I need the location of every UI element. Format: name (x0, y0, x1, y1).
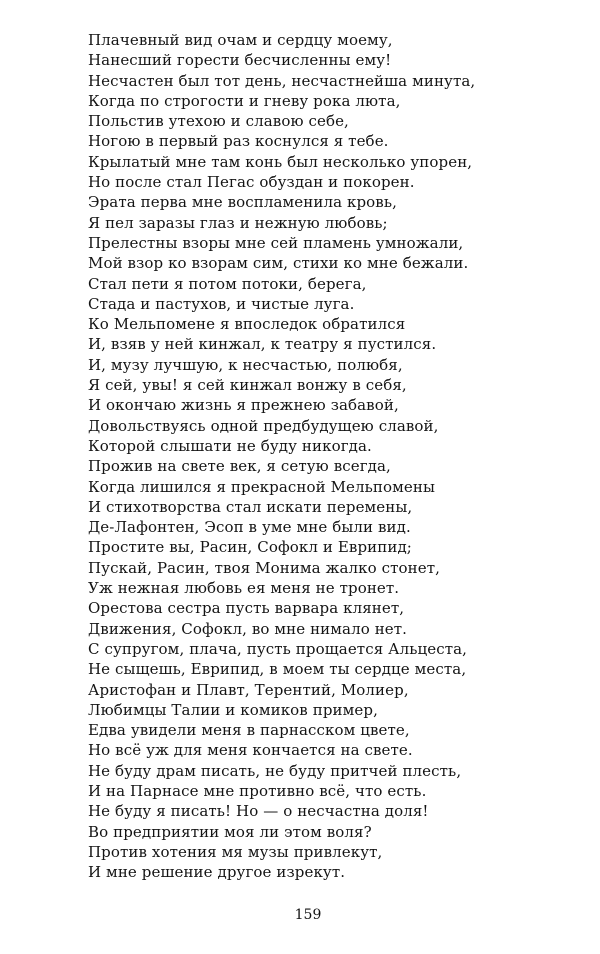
poem-line: Не буду я писать! Но — о несчастна доля! (88, 802, 429, 821)
poem-line: Плачевный вид очам и сердцу моему, (88, 31, 393, 49)
poem-line: Крылатый мне там конь был несколько упорен, (88, 152, 473, 171)
poem-line: Движения, Софокл, во мне нимало нет. (88, 619, 408, 638)
poem-line: И окончаю жизнь я прежнею забавой, (88, 396, 399, 415)
poem-line: Орестова сестра пусть варвара клянет, (88, 599, 405, 618)
poem-line: Эрата перва мне воспламенила кровь, (88, 193, 397, 212)
poem-line: Уж нежная любовь ея меня не тронет. (88, 579, 400, 598)
poem-line: Нанесший горести бесчисленны ему! (88, 51, 392, 70)
poem-line: Я пел заразы глаз и нежную любовь; (88, 213, 388, 232)
poem-line: Когда лишился я прекрасной Мельпомены (88, 477, 436, 496)
poem-line: Против хотения мя музы привлекут, (88, 842, 383, 861)
poem-line: Аристофан и Плавт, Терентий, Молиер, (88, 680, 409, 699)
poem-line: Польстив утехою и славою себе, (88, 112, 349, 131)
poem-line: Не сыщешь, Еврипид, в моем ты сердце места, (88, 660, 467, 679)
poem-line: Ногою в первый раз коснулся я тебе. (88, 132, 389, 151)
poem-line: Прелестны взоры мне сей пламень умножали, (88, 233, 464, 252)
poem-line: Во предприятии моя ли этом воля? (88, 822, 372, 841)
poem-line: Мой взор ко взорам сим, стихи ко мне бежали. (88, 254, 469, 273)
poem-line: Прожив на свете век, я сетую всегда, (88, 457, 391, 476)
poem-line: Едва увидели меня в парнасском цвете, (88, 721, 410, 740)
poem-line: Которой слышати не буду никогда. (88, 436, 372, 455)
poem-line: С супругом, плача, пусть прощается Альцеста, (88, 639, 468, 658)
poem-line: Но всё уж для меня кончается на свете. (88, 741, 413, 760)
poem-line: Не буду драм писать, не буду притчей плесть, (88, 761, 462, 780)
poem-line: Ко Мельпомене я впоследок обратился (88, 315, 406, 334)
poem-line: Стал пети я потом потоки, берега, (88, 274, 367, 293)
poem-line: Пускай, Расин, твоя Монима жалко стонет, (88, 558, 441, 577)
poem-line: Простите вы, Расин, Софокл и Еврипид; (88, 538, 412, 557)
poem-line: Де-Лафонтен, Эсоп в уме мне были вид. (88, 518, 411, 537)
poem-line: Я сей, увы! я сей кинжал вонжу в себя, (88, 376, 407, 395)
poem-line: Стада и пастухов, и чистые луга. (88, 294, 355, 313)
poem-line: И стихотворства стал искати перемены, (88, 497, 413, 516)
poem-line: Когда по строгости и гневу рока люта, (88, 91, 401, 110)
poem-line: Несчастен был тот день, несчастнейша минута, (88, 71, 476, 90)
poem-line: И на Парнасе мне противно всё, что есть. (88, 781, 427, 800)
poem-line: Довольствуясь одной предбудущею славой, (88, 416, 439, 435)
poem-line: И, взяв у ней кинжал, к театру я пустился. (88, 335, 437, 354)
poem-line: И мне решение другое изрекут. (88, 863, 346, 882)
page-number: 159 (294, 907, 322, 923)
poem-line: И, музу лучшую, к несчастью, полюбя, (88, 355, 403, 374)
poem-text (88, 30, 528, 882)
poem-line: Но после стал Пегас обуздан и покорен. (88, 173, 415, 192)
poem-line: Любимцы Талии и комиков пример, (88, 700, 378, 719)
